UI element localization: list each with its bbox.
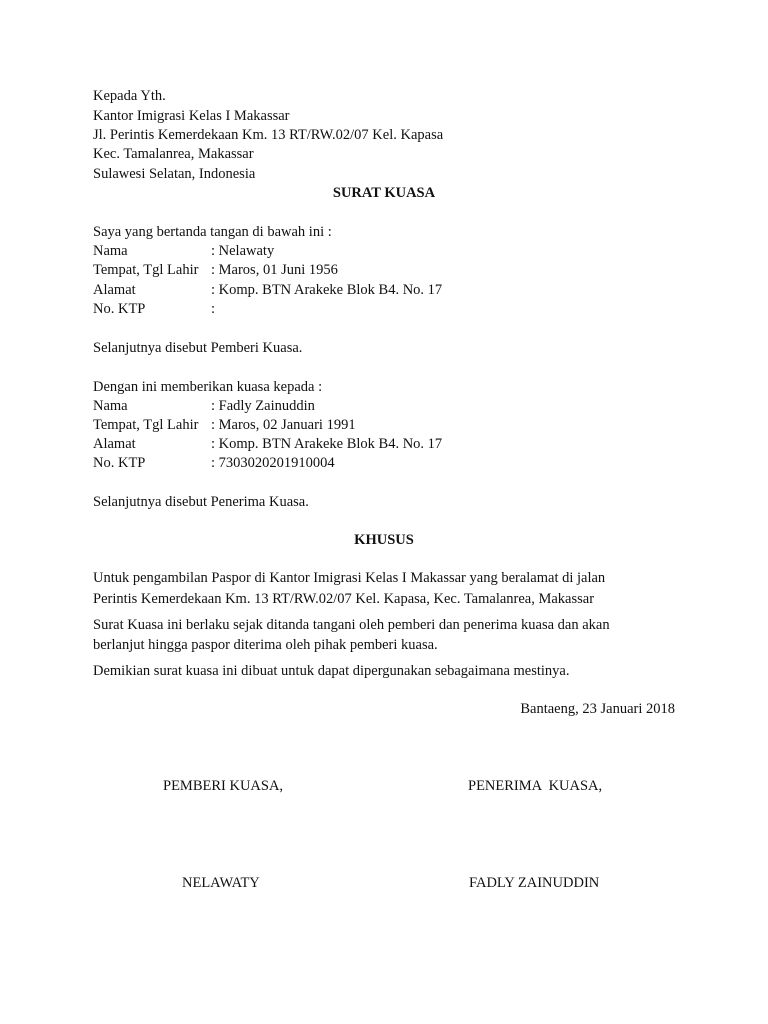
grantee-address-row — [93, 434, 442, 454]
grantor-address-label: Alamat — [93, 282, 136, 298]
place-date: Bantaeng, 23 Januari 2018 — [520, 701, 675, 717]
grantee-note: Selanjutnya disebut Penerima Kuasa. — [93, 494, 309, 510]
grantor-note: Selanjutnya disebut Pemberi Kuasa. — [93, 340, 303, 356]
recipient-office: Kantor Imigrasi Kelas I Makassar — [93, 108, 290, 124]
grantor-name-label: Nama — [93, 243, 128, 259]
document-title: SURAT KUASA — [332, 185, 436, 201]
grantor-address-value: : Komp. BTN Arakeke Blok B4. No. 17 — [211, 282, 443, 298]
special-heading: KHUSUS — [354, 532, 414, 548]
purpose-line-1: Untuk pengambilan Paspor di Kantor Imigrasi Kelas I Makassar yang beralamat di jalan — [93, 570, 606, 586]
validity-line-2: berlanjut hingga paspor diterima oleh pihak pemberi kuasa. — [93, 637, 438, 653]
grantee-ktp-label: No. KTP — [93, 455, 146, 471]
grantor-ktp-row — [93, 299, 215, 319]
grantee-birth-label: Tempat, Tgl Lahir — [93, 417, 199, 433]
grantee-address-label: Alamat — [93, 436, 136, 452]
grantee-name-row — [93, 396, 315, 416]
grantor-signature-name: NELAWATY — [182, 875, 260, 891]
grantor-birth-value: : Maros, 01 Juni 1956 — [211, 262, 338, 278]
grantee-name-label: Nama — [93, 398, 128, 414]
recipient-province: Sulawesi Selatan, Indonesia — [93, 166, 256, 182]
grantor-name-row — [93, 241, 274, 261]
closing-statement: Demikian surat kuasa ini dibuat untuk dapat dipergunakan sebagaimana mestinya. — [93, 663, 570, 679]
grantor-ktp-label: No. KTP — [93, 301, 146, 317]
grantee-ktp-row — [93, 453, 335, 473]
grantee-address-value: : Komp. BTN Arakeke Blok B4. No. 17 — [211, 436, 443, 452]
grantor-address-row — [93, 280, 442, 300]
grantee-signature-name: FADLY ZAINUDDIN — [469, 875, 600, 891]
purpose-line-2: Perintis Kemerdekaan Km. 13 RT/RW.02/07 Kel. Kapasa, Kec. Tamalanrea, Makassar — [93, 591, 595, 607]
grantor-ktp-value: : — [211, 301, 216, 317]
grantee-ktp-value: : 7303020201910004 — [211, 455, 335, 471]
grantor-birth-row — [93, 260, 338, 280]
recipient-greeting: Kepada Yth. — [93, 88, 166, 104]
recipient-street: Jl. Perintis Kemerdekaan Km. 13 RT/RW.02/07 Kel. Kapasa — [93, 127, 444, 143]
grantee-birth-value: : Maros, 02 Januari 1991 — [211, 417, 356, 433]
intro-text: Saya yang bertanda tangan di bawah ini : — [93, 224, 332, 240]
validity-line-1: Surat Kuasa ini berlaku sejak ditanda tangani oleh pemberi dan penerima kuasa dan akan — [93, 617, 610, 633]
grantor-birth-label: Tempat, Tgl Lahir — [93, 262, 199, 278]
grant-intro: Dengan ini memberikan kuasa kepada : — [93, 379, 323, 395]
grantee-name-value: : Fadly Zainuddin — [211, 398, 315, 414]
grantee-birth-row — [93, 415, 356, 435]
grantee-role: PENERIMA KUASA, — [468, 778, 603, 794]
grantor-name-value: : Nelawaty — [211, 243, 275, 259]
grantor-role: PEMBERI KUASA, — [163, 778, 284, 794]
recipient-district: Kec. Tamalanrea, Makassar — [93, 146, 254, 162]
